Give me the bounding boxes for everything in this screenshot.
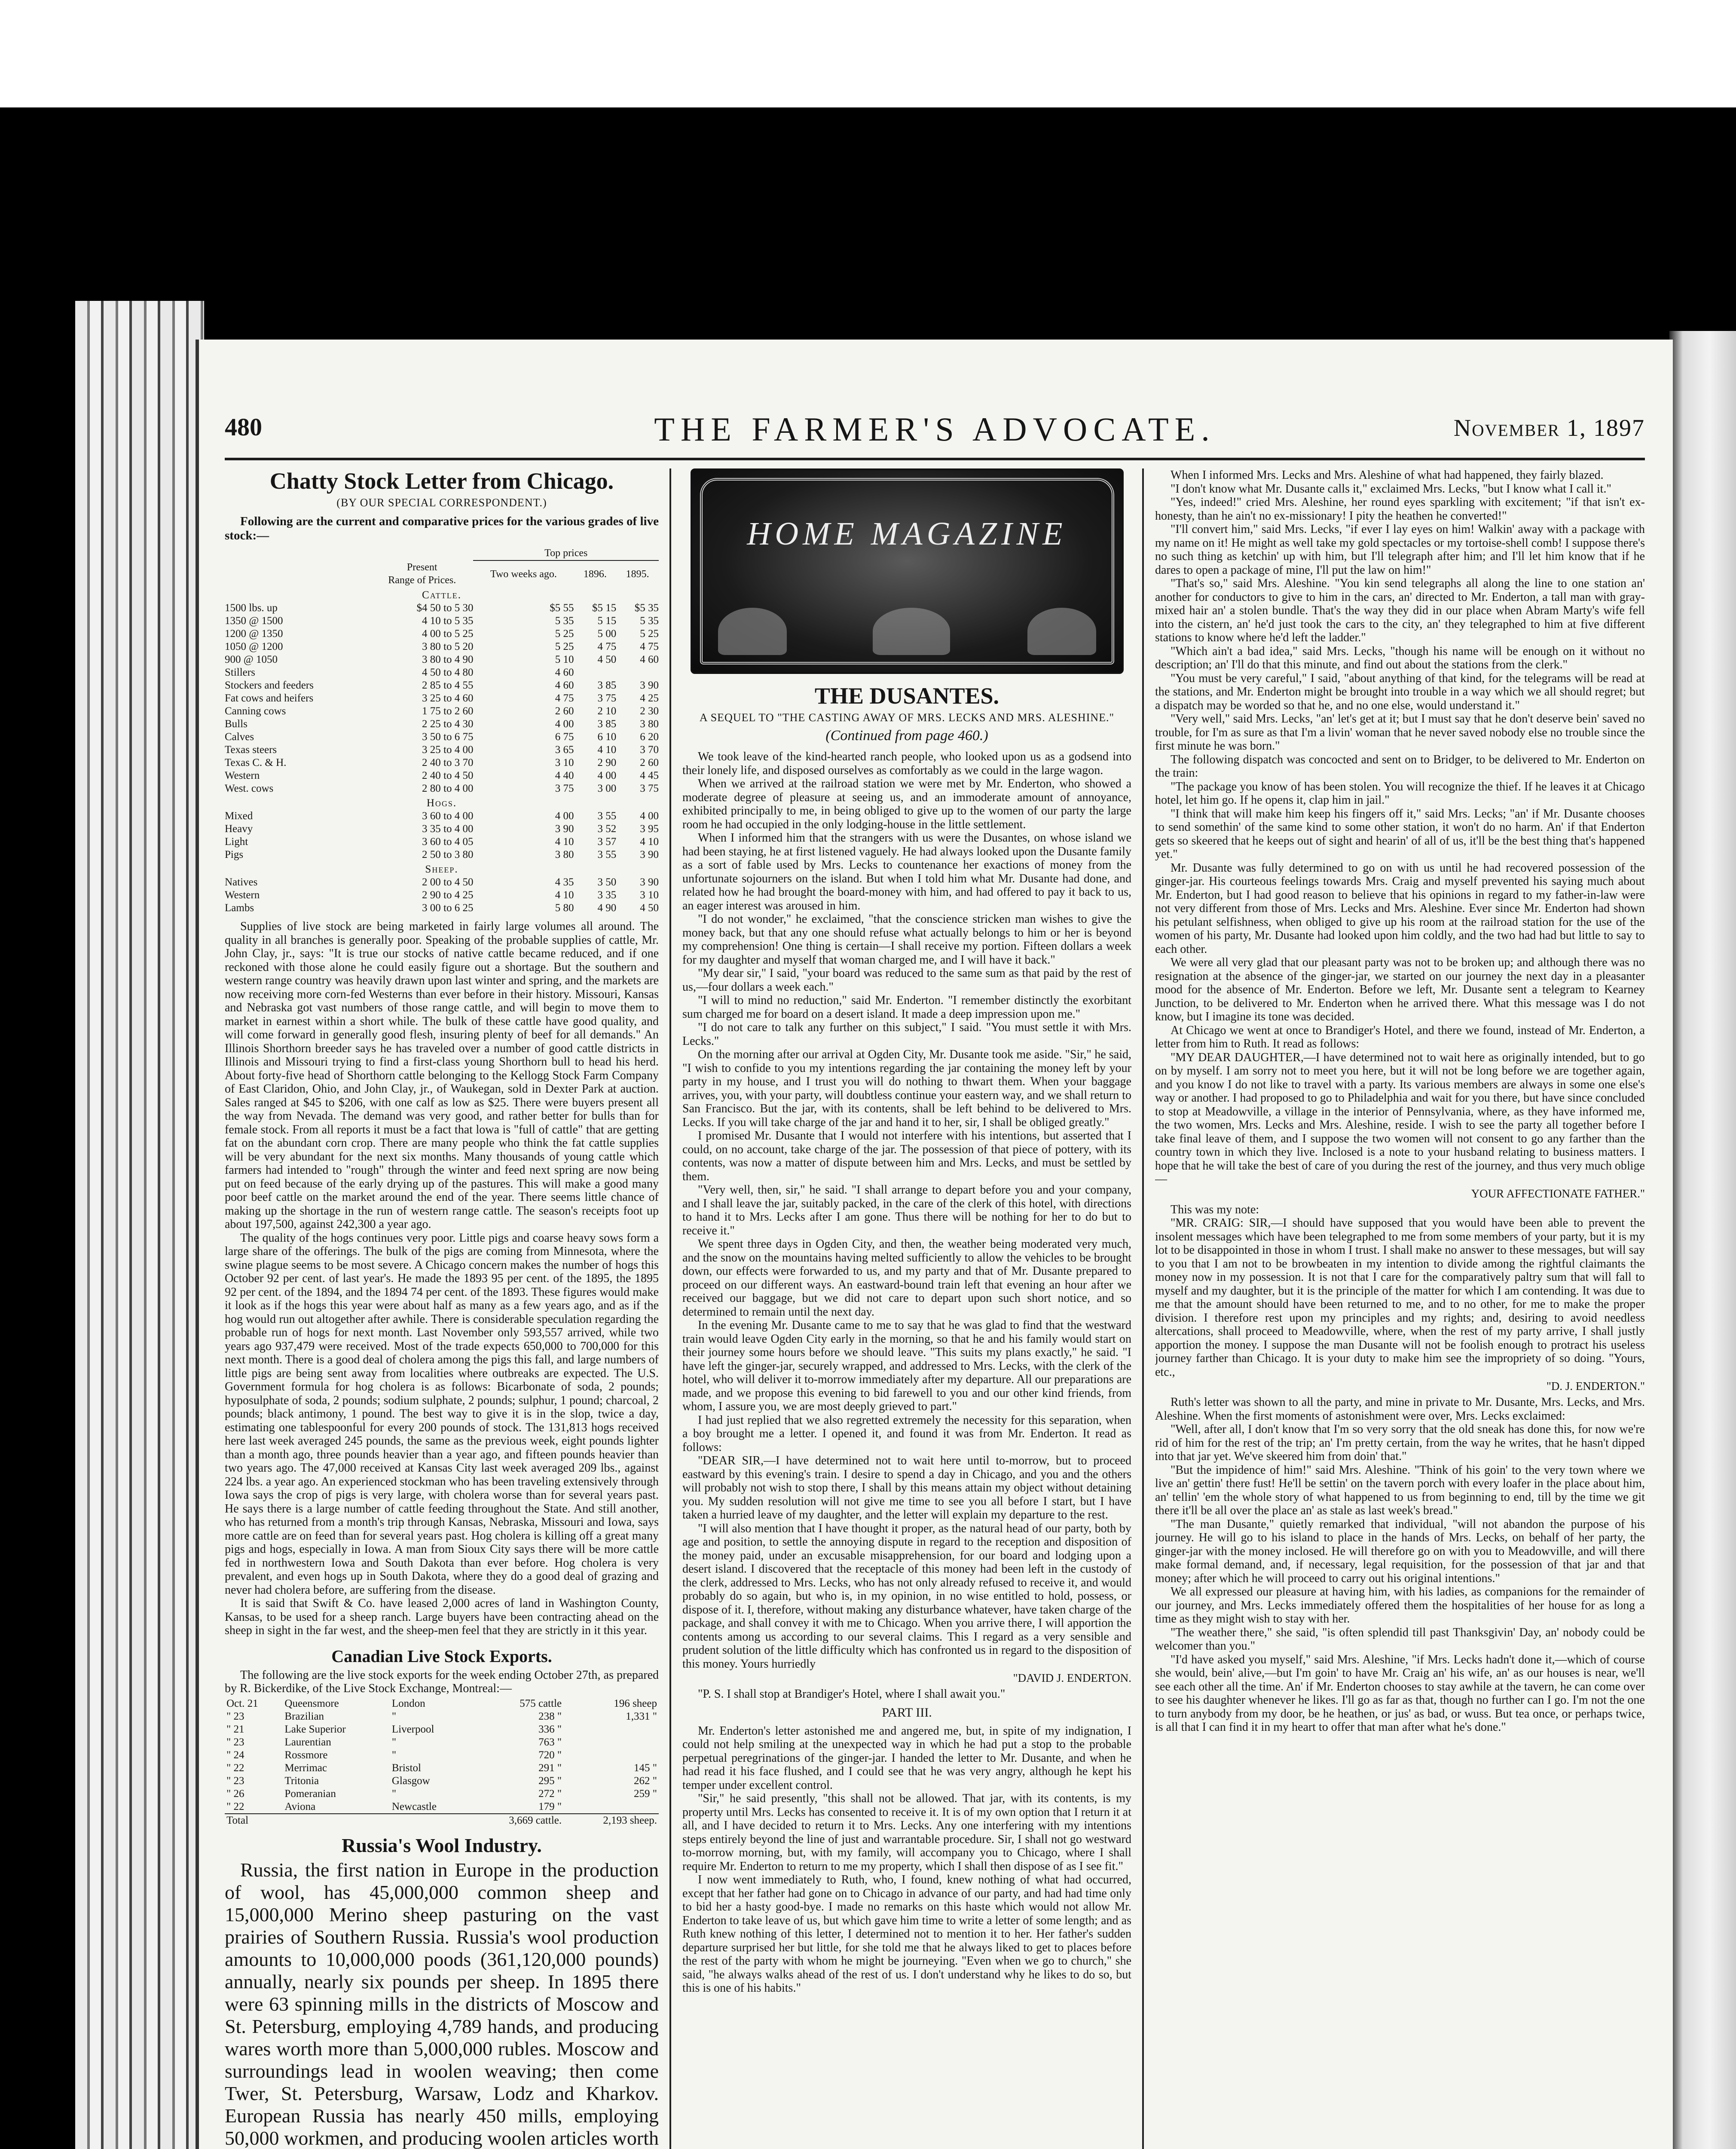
story-paragraph: I had just replied that we also regretted extremely the necessity for this separation, when a boy brought me a letter. I opened it, and found it was from Mr. Enderton. It read as follows: [682,1413,1131,1454]
table-row: 1200 @ 1350 4 00 to 5 25 5 25 5 00 5 25 [225,628,659,640]
story-paragraph: I now went immediately to Ruth, who, I found, knew nothing of what had occurred, except that her father had gone on to Chicago in advance of our party, and had had time only to bid her a hasty good-bye. I made no remarks on this haste which would not allow Mr. Enderton to take leave of us, but which gave him time to write a letter of some length; and as Ruth knew nothing of this letter, I determined not to mention it to her. Her father's sudden departure surprised her but little, for she told me that he always liked to get to places before the rest of the party with whom he might be journeying. "Even when we go to church," she said, "he always walks ahead of the rest of us. I don't understand why he likes to do so, but this is one of his habits." [682,1873,1131,1995]
column-rule [1142,468,1144,2149]
table-row: 1500 lbs. up $4 50 to 5 30 $5 55 $5 15 $5 35 [225,602,659,614]
column-right [1155,468,1645,2149]
table-row: Texas C. & H. 2 40 to 3 70 3 10 2 90 2 60 [225,757,659,769]
table-row: Canning cows 1 75 to 2 60 2 60 2 10 2 30 [225,705,659,717]
story-paragraph: At Chicago we went at once to Brandiger's Hotel, and there we found, instead of Mr. Enderton, a letter from him to Ruth. It read as follows: [1155,1023,1645,1050]
story-paragraph: "Very well," said Mrs. Lecks, "an' let's get at it; but I must say that he don't deserve bein' saved no trouble, for I'm as sure as that I'm a livin' woman that he never saved nobody else no trouble since the first minute he was born." [1155,712,1645,753]
table-row: Oct. 21 Queensmore London 575 cattle 196 sheep [226,1697,657,1709]
story-paragraph: When I informed Mrs. Lecks and Mrs. Aleshine of what had happened, they fairly blazed. [1171,468,1604,482]
exports-intro: The following are the live stock exports for the week ending October 27th, as prepared by R. Bickerdike, of the Live Stock Exchange, Montreal:— [225,1668,659,1696]
dusantes-title: THE DUSANTES. [814,683,999,709]
story-paragraph: In the evening Mr. Dusante came to me to say that he was glad to find that the westward train would leave Ogden City early in the morning, so that he and his family would start on their journey some hours before we should leave. "This suits my plans exactly," he said. "I have left the ginger-jar, securely wrapped, and addressed to Mrs. Lecks, with the clerk of the hotel, who will deliver it to-morrow immediately after my departure. All our preparations are made, and we propose this evening to bid farewell to you and our other kind friends, from whom, I assure you, we are most deeply grieved to part." [682,1319,1131,1414]
story-paragraph: Mr. Enderton's letter astonished me and angered me, but, in spite of my indignation, I could not help smiling at the unexpected way in which he had put a stop to the probable perpetual peregrinations of the ginger-jar. I handed the letter to Mr. Dusante, and when he had read it his face flushed, and I could see that he was very angry, although he kept his temper under excellent control. [682,1724,1131,1792]
issue-date: November 1, 1897 [1453,415,1645,441]
wool-body: Russia, the first nation in Europe in the production of wool, has 45,000,000 common sheep and 15,000,000 Merino sheep pasturing on the vast prairies of Southern Russia. Russia's wool production amounts to 10,000,000 poods (361,120,000 pounds) annually, nearly six pounds per sheep. In 1895 there were 63 spinning mills in the districts of Moscow and St. Petersburg, employing 4,789 hands, and producing wares worth more than 5,000,000 rubles. Moscow and surroundings lead in woolen weaving; then come Twer, St. Petersburg, Warsaw, Lodz and Kharkov. European Russia has nearly 450 mills, employing 50,000 workmen, and producing woolen articles worth [225,1859,659,2149]
table-row: Natives 2 00 to 4 50 4 35 3 50 3 90 [225,876,659,888]
story-paragraph: "Sir," he said presently, "this shall not be allowed. That jar, with its contents, is my property until Mrs. Lecks has consented to receive it. It is of my own option that I return it at all, and I have decided to return it to Mrs. Lecks. Any one interfering with my intentions steps entirely beyond the line of just and warrantable procedure. Sir, I shall not go westward to-morrow morning, but, with my family, will accompany you to Chicago, where I shall require Mr. Enderton to return to me my property, which I shall then dispose of as I see fit." [682,1792,1131,1873]
story-paragraph: On the morning after our arrival at Ogden City, Mr. Dusante took me aside. "Sir," he said, "I wish to confide to you my intentions regarding the jar containing the money left by your party in my house, and I trust you will do nothing to thwart them. When your baggage arrives, you, with your party, will doubtless continue your eastern way, and we shall return to San Francisco. But the jar, with its contents, shall be left behind to be delivered to Mrs. Lecks. If you will take charge of the jar and hand it to her, sir, I shall be obliged greatly." [682,1048,1131,1129]
column-rule [669,468,671,2149]
story-paragraph: Mr. Dusante was fully determined to go on with us until he had recovered possession of the ginger-jar. His courteous feelings towards Mrs. Craig and myself prevented his saying much about Mr. Enderton, but I had good reason to believe that his opinions in regard to my father-in-law were not very different from those of Mrs. Lecks and Mrs. Aleshine. Ever since Mr. Enderton had shown his petulant selfishness, when obliged to give up his room at the railroad station for the use of the women of his party, Mr. Dusante had looked upon him coldly, and the two had had but little to say to each other. [1155,861,1645,956]
story-paragraph: "I'll convert him," said Mrs. Lecks, "if ever I lay eyes on him! Walkin' away with a package with my name on it! He might as well take my gold spectacles or my tortoise-shell comb! I suppose there's no such thing as ketchin' up with him, but I'll telegraph after him; and I'll let him know that if he dares to open a package of mine, I'll put the law on him!" [1155,523,1645,577]
foliage-ornament-icon [718,608,787,655]
year-1895-header: 1895. [626,568,649,580]
table-row: Texas steers 3 25 to 4 00 3 65 4 10 3 70 [225,744,659,756]
table-section-heading: Sheep. [425,863,458,876]
table-row: Western 2 40 to 4 50 4 40 4 00 4 45 [225,770,659,782]
table-row: " 22 Merrimac Bristol 291 " 145 " [226,1762,657,1774]
story-paragraph: "Well, after all, I don't know that I'm so very sorry that the old sneak has done this, for now we're rid of him for the rest of the trip; an' I'm pretty certain, from the way he writes, that he hasn't dipped into that jar yet. We've skeered him from doin' that." [1155,1423,1645,1463]
story-paragraph: I promised Mr. Dusante that I would not interfere with his intentions, but asserted that I could, on no account, take charge of the jar. The possession of that piece of pottery, with its contents, was now a matter of dispute between him and Mrs. Lecks, and must be settled by them. [682,1129,1131,1183]
continued-note: (Continued from page 460.) [825,728,988,744]
article-paragraph: It is said that Swift & Co. have leased 2,000 acres of land in Washington County, Kansas, to be used for a sheep ranch. Large buyers have been contracting ahead on the sheep in sight in the far west, and the sheep-men feel that they are strictly in it this year. [225,1597,659,1638]
story-paragraph: We were all very glad that our pleasant party was not to be broken up; and although there was no resignation at the absence of the ginger-jar, we started on our journey the next day in a pleasanter mood for the absence of Mr. Enderton. Before we left, Mr. Dusante sent a telegram to Kearney Junction, to be delivered to Mr. Enderton when he arrived there. What this message was I do not know, but I imagine its tone was decided. [1155,956,1645,1023]
story-paragraph: "I do not care to talk any further on this subject," I said. "You must settle it with Mrs. Lecks." [682,1021,1131,1048]
story-paragraph: "MY DEAR DAUGHTER,—I have determined not to wait here as originally intended, but to go on by myself. I am sorry not to meet you here, but it will not be long before we are together again, and you know I do not like to travel with a party. Its various members are always in some one else's way or another. I had proposed to go to Philadelphia and wait for you there, but have since concluded to stop at Meadowville, a village in the interior of Pennsylvania, where, as they have informed me, the two women, Mrs. Lecks and Mrs. Aleshine, reside. I wish to see the party all together before I take final leave of them, and I suppose the two women will not consent to go any farther than the country town in which they live. Inclosed is a note to your husband relating to business matters. I hope that he will take the best of care of you during the rest of the journey, and thus very much oblige— [1155,1050,1645,1186]
story-paragraph: "That's so," said Mrs. Aleshine. "You kin send telegraphs all along the line to one station an' another for conductors to give to him in the cars, an' directed to Mr. Enderton, a tall man with gray-mixed hair an' a stolen bundle. That's the way they did in our place when Abram Marty's wife fell into the cistern, an' he'd just took the cars to the city, an' they telegraphed to him at five different stations to know where he'd left the ladder." [1155,577,1645,644]
column-middle [682,468,1131,2149]
exports-title: Canadian Live Stock Exports. [331,1646,552,1666]
story-paragraph: "My dear sir," I said, "your board was reduced to the same sum as that paid by the rest of us,—four dollars a week each." [682,967,1131,994]
story-paragraph: When we arrived at the railroad station we were met by Mr. Enderton, who showed a moderate degree of pleasure at seeing us, and an immoderate amount of annoyance, exhibited principally to me, in being obliged to give up to the women of our party the large room he had occupied in the only lodging-house in the little settlement. [682,777,1131,831]
story-paragraph: We all expressed our pleasure at having him, with his ladies, as companions for the remainder of our journey, and Mrs. Lecks immediately offered them the hospitalities of her house for as long a time as they might wish to stay with her. [1155,1585,1645,1626]
story-paragraph: "The package you know of has been stolen. You will recognize the thief. If he leaves it at Chicago hotel, let him go. If he opens it, clap him in jail." [1155,780,1645,807]
wool-title: Russia's Wool Industry. [342,1834,542,1856]
table-row: Calves 3 50 to 6 75 6 75 6 10 6 20 [225,731,659,743]
table-row: " 23 Tritonia Glasgow 295 " 262 " [226,1775,657,1787]
two-weeks-header: Two weeks ago. [490,568,557,580]
article-paragraph: The quality of the hogs continues very poor. Little pigs and coarse heavy sows form a large share of the offerings. The bulk of the pigs are coming from Minnesota, where the swine plague seems to be most severe. A Chicago concern makes the number of hogs this October 92 per cent. of last year's. He made the 1893 95 per cent. of the 1895, the 1895 92 per cent. of the 1894, and the 1894 74 per cent. of the 1893. These figures would make it look as if the hogs this year were about half as many as a few years ago, and as if the hog would run out altogether after awhile. There is considerable speculation regarding the probable run of hogs for next month. Last November only 593,557 arrived, while two years ago 937,479 were received. Most of the trade expects 650,000 to 700,000 for this next month. There is a good deal of cholera among the pigs this fall, and large numbers of little pigs are being sent away from localities where outbreaks are expected. The U.S. Government formula for hog cholera is as follows: Bicarbonate of soda, 2 pounds; hyposulphate of soda, 2 pounds; sodium sulphate, 2 pounds; sulphur, 1 pound; charcoal, 2 pounds; black antimony, 1 pound. The best way to give it is in the slop, twice a day, estimating one tablespoonful for every 200 pounds of stock. The 131,813 hogs received here last week averaged 245 pounds, the same as the previous week, eight pounds lighter than a month ago, three pounds heavier than a year ago, and fifteen pounds heavier than two years ago. The 47,000 received at Kansas City last week averaged 209 lbs., against 224 lbs. a year ago. An experienced stockman who has been traveling extensively through Iowa says the crop of pigs is very large, with cholera worse than for several years past. He says there is a large number of cattle feeding throughout the State. And still another, who has returned from a month's trip through Kansas, Nebraska, Missouri and Iowa, says more cattle are on feed than for several years past. Hog cholera is killing off a great many pigs and hogs, especially in Iowa. A man from Sioux City says there will be more cattle fed in northwestern Iowa and South Dakota than ever before. Hog cholera is very prevalent, and even hogs up in South Dakota, where they do a good deal of grazing and never had cholera before, are suffering from the disease. [225,1231,659,1597]
story-paragraph: "DEAR SIR,—I have determined not to wait here until to-morrow, but to proceed eastward by this evening's train. I desire to spend a day in Chicago, and you and the others will probably not wish to stop there, I shall by this means attain my object without detaining you. My sudden resolution will not give me time to see you all before I start, but I have taken a hurried leave of my daughter, and the letter will explain my departure to the rest. [682,1454,1131,1522]
chicago-byline: (BY OUR SPECIAL CORRESPONDENT.) [336,496,547,509]
page-stack-edges [75,301,204,2149]
table-row: Stockers and feeders 2 85 to 4 55 4 60 3 85 3 90 [225,680,659,692]
story-paragraph: "I will to mind no reduction," said Mr. Enderton. "I remember distinctly the exorbitant sum charged me for board on a desert island. It made a deep impression upon me." [682,994,1131,1021]
table-row: 900 @ 1050 3 80 to 4 90 5 10 4 50 4 60 [225,654,659,666]
story-paragraph: "The man Dusante," quietly remarked that individual, "will not abandon the purpose of his journey. He will go to his island to place in the hands of Mrs. Lecks, on behalf of her party, the ginger-jar with the money inclosed. He will therefore go on with you to Meadowville, and will there make formal demand, and, if necessary, legal requisition, for the possession of that jar and that money; after which he will proceed to carry out his original intentions." [1155,1517,1645,1585]
chicago-title: Chatty Stock Letter from Chicago. [269,468,614,494]
signature-enderton-2: "D. J. ENDERTON." [1546,1380,1645,1393]
table-row: " 23 Brazilian " 238 " 1,331 " [226,1710,657,1722]
year-1896-header: 1896. [583,568,607,580]
story-paragraph: "You must be very careful," I said, "about anything of that kind, for the telegrams will be read at the stations, and Mr. Enderton might be brought into trouble in a way which we all should regret; but a dispatch may be worded so that he, and no one else, would understand it." [1155,671,1645,712]
table-row: Western 2 90 to 4 25 4 10 3 35 3 10 [225,889,659,901]
exports-table [225,1697,659,1827]
table-row: Lambs 3 00 to 6 25 5 80 4 90 4 50 [225,902,659,914]
masthead-rule [225,458,1645,460]
signature-father: YOUR AFFECTIONATE FATHER." [1471,1187,1645,1200]
table-section-heading: Hogs. [426,797,457,809]
table-row: Stillers 4 50 to 4 80 4 60 [225,667,574,679]
part-heading: PART III. [882,1705,932,1720]
top-prices-header: Top prices [473,546,659,560]
table-row: Bulls 2 25 to 4 30 4 00 3 85 3 80 [225,718,659,730]
column-left [225,468,659,2149]
table-row: " 23 Laurentian " 763 " [226,1736,562,1748]
story-paragraph: When I informed him that the strangers with us were the Dusantes, on whose island we had been staying, he at first listened vaguely. He had always looked upon the Dusante family as a sort of fable used by Mrs. Lecks to countenance her exactions of money from the unfortunate sojourners on the island. But when I told him what Mr. Dusante had done, and related how he had brought the board-money with him, and had offered to pay it back to us, an eager interest was aroused in him. [682,831,1131,912]
table-row: " 21 Lake Superior Liverpool 336 " [226,1723,562,1735]
story-paragraph: "The weather there," she said, "is often splendid till past Thanksgivin' Day, an' nobody could be welcomer than you." [1155,1626,1645,1653]
price-table [225,546,659,915]
story-paragraph: We spent three days in Ogden City, and then, the weather being moderated very much, and the snow on the mountains having melted sufficiently to allow the vehicles to be brought down, our effects were forwarded to us, and my party and that of Mr. Dusante prepared to proceed on our different ways. An eastward-bound train left that evening an hour after we received our baggage, but we did not care to depart upon such short notice, and so determined to remain until the next day. [682,1237,1131,1319]
signature-enderton: "DAVID J. ENDERTON. [1013,1671,1131,1685]
table-total-row: Total 3,669 cattle. 2,193 sheep. [225,1814,659,1827]
table-row: " 24 Rossmore " 720 " [226,1749,562,1761]
story-paragraph: "I will also mention that I have thought it proper, as the natural head of our party, both by age and position, to settle the annoying dispute in regard to the reception and disposition of the money paid, under an excusable misapprehension, for our board and lodging upon a desert island. I discovered that the receptacle of this money had been left in the custody of the clerk, addressed to Mrs. Lecks, who has not only already refused to receive it, and would probably do so again, but who is, in my opinion, in no wise entitled to hold, possess, or dispose of it. I, therefore, without making any disturbance whatever, have taken charge of the package, and shall convey it with me to Chicago. When you arrive there, I will apportion the contents among us according to our several claims. This I regard as a very sensible and prudent solution of the little difficulty which has confronted us in regard to the disposition of this money. Yours hurriedly [682,1521,1131,1671]
story-paragraph: "Which ain't a bad idea," said Mrs. Lecks, "though his name will be enough on it without no description; an' I'll do that this minute, and find out about the stations from the clerk." [1155,644,1645,671]
present-header: Present Range of Prices. [388,562,456,586]
story-paragraph: "But the impidence of him!" said Mrs. Aleshine. "Think of his goin' to the very town where we live an' gettin' there fust! He'll be settin' on the tavern porch with every loafer in the place about him, an' tellin' 'em the whole story of what happened to us from beginning to end, till by the time we git there it'll be all over the place an' as stale as last week's bread." [1155,1463,1645,1517]
story-paragraph: The following dispatch was concocted and sent on to Bridger, to be delivered to Mr. Enderton on the train: [1155,753,1645,780]
table-section-heading: Cattle. [422,589,462,601]
story-paragraph: Ruth's letter was shown to all the party, and mine in private to Mr. Dusante, Mrs. Lecks, and Mrs. Aleshine. When the first moments of astonishment were over, Mrs. Lecks exclaimed: [1155,1396,1645,1423]
foliage-ornament-icon [1027,608,1096,655]
table-row: Heavy 3 35 to 4 00 3 90 3 52 3 95 [225,823,659,835]
masthead [225,410,1645,451]
page-number: 480 [225,413,262,441]
foliage-ornament-icon [873,608,950,655]
table-row: Pigs 2 50 to 3 80 3 80 3 55 3 90 [225,849,659,861]
chicago-intro: Following are the current and comparative prices for the various grades of live stock:— [225,514,659,543]
scan-border-top [0,0,1736,107]
table-row: Fat cows and heifers 3 25 to 4 60 4 75 3 75 4 25 [225,692,659,704]
story-paragraph: We took leave of the kind-hearted ranch people, who looked upon us as a godsend into their lonely life, and disposed ourselves as comfortably as we could in the large wagon. [682,750,1131,777]
story-paragraph: "Very well, then, sir," he said. "I shall arrange to depart before you and your company, and I shall leave the jar, suitably packed, in the care of the clerk of this hotel, with directions to hand it to Mrs. Lecks after I am gone. Thus there will be nothing for her to do but to receive it." [682,1183,1131,1237]
note-intro: This was my note: [1171,1203,1259,1216]
table-row: West. cows 2 80 to 4 00 3 75 3 00 3 75 [225,783,659,795]
note-to-craig: "MR. CRAIG: SIR,—I should have supposed that you would have been able to prevent the insolent messages which have been telegraphed to me from some members of your party, but it is my lot to be disappointed in those in whom I trust. I shall make no answer to these messages, but will say to you that I am not to be browbeaten in my intention to divide among the rightful claimants the money now in my possession. It is not that I care for the comparatively paltry sum that will fall to myself and my daughter, but it is the principle of the matter for which I am contending. It was due to me that the amount should have been returned to me, and to no other, for me to make the proper division. I therefore rest upon my principles and my rights; and, desiring to avoid needless altercations, shall proceed to Meadowville, where, when the rest of my party arrive, I shall justly apportion the money. I suppose the man Dusante will not be foolish enough to protract his useless journey farther than Chicago. It is your duty to make him see the impropriety of so doing. "Yours, etc., [1155,1216,1645,1379]
story-paragraph: "I'd have asked you myself," said Mrs. Aleshine, "if Mrs. Lecks hadn't done it,—which of course she would, bein' alive,—but I'm goin' to have Mr. Craig an' his wife, an' as our houses is near, we'll see each other all the time. An' if Mr. Enderton chooses to stay awhile at the tavern, he can come over to see his daughter whenever he likes. I'll go as far as that, though no further can I go. I'm not the one to turn anybody from my door, be he heathen, or jus' as bad, or wuss. But tea once, or perhaps twice, is all that I can find it in my heart to offer that man after what he's done." [1155,1653,1645,1734]
table-row: 1050 @ 1200 3 80 to 5 20 5 25 4 75 4 75 [225,641,659,653]
table-row: Light 3 60 to 4 05 4 10 3 57 4 10 [225,836,659,848]
article-paragraph: Supplies of live stock are being marketed in fairly large volumes all around. The quality in all branches is generally poor. Speaking of the probable supplies of cattle, Mr. John Clay, jr., says: "It is true our stocks of native cattle became reduced, and if one reckoned with those alone he could easily figure out a shortage. But the southern and western range country was heavily drawn upon last winter and spring, and the markets are now receiving more corn-fed Westerns than ever before in their history. Missouri, Kansas and Nebraska got vast numbers of those range cattle, and will begin to move them to market in earnest within a short while. The bulk of these cattle have good quality, and will come forward in generally good flesh, insuring plenty of beef for all demands." An Illinois Shorthorn breeder says he has traveled over a number of good cattle districts in Illinois and Missouri trying to find a first-class young Shorthorn bull to head his herd. About forty-five head of Shorthorn cattle belonging to the Kellogg Stock Farm Company of East Claridon, Ohio, and John Clay, jr., of Waukegan, sold in Dexter Park at auction. Sales ranged at $45 to $206, with one calf as low as $25. There were buyers present all the way from Nevada. The demand was very good, and rather better for bulls than for female stock. From all reports it must be a fact that lowa is "full of cattle" that are getting fat on the abundant corn crop. There are many people who think the fat cattle supplies will be very abundant for the next six months. Many thousands of young cattle which farmers had intended to "rough" through the winter and feed next spring are now being put on feed because of the early drying up of the pastures. This will make a good many poor beef cattle on the market around the end of the year. There seems little chance of making up the shortage in the run of western range cattle. The season's receipts foot up about 197,500, against 242,300 a year ago. [225,920,659,1231]
table-row: Mixed 3 60 to 4 00 4 00 3 55 4 00 [225,810,659,822]
page-edge-right [1669,331,1736,2149]
home-magazine-vignette [691,468,1124,674]
table-row: " 26 Pomeranian " 272 " 259 " [226,1788,657,1800]
newspaper-title: THE FARMER'S ADVOCATE. [654,410,1216,448]
newspaper-page [196,340,1673,2149]
story-paragraph: "Yes, indeed!" cried Mrs. Aleshine, her round eyes sparkling with excitement; "if that isn't ex-honesty, than he ain't no ex-missionary! I pity the heathen he converted!" [1155,496,1645,523]
story-paragraph: "I do not wonder," he exclaimed, "that the conscience stricken man wishes to give the money back, but that any one should refuse what actually belongs to him or her is beyond my comprehension! One thing is certain—I shall receive my portion. Fifteen dollars a week for my daughter and myself that woman charged me, and I will have it back." [682,912,1131,967]
story-paragraph: "I don't know what Mr. Dusante calls it," exclaimed Mrs. Lecks, "but I know what I call it." [1171,482,1611,496]
dusantes-subtitle: A SEQUEL TO "THE CASTING AWAY OF MRS. LECKS AND MRS. ALESHINE." [699,711,1115,724]
table-row: 1350 @ 1500 4 10 to 5 35 5 35 5 15 5 35 [225,615,659,627]
story-paragraph: "I think that will make him keep his fingers off it," said Mrs. Lecks; "an' if Mr. Dusante chooses to send somethin' of the same kind to some other station, it won't do no harm. An' if that Enderton gets so skeered that he keeps out of sight and hearin' of all of us, it'll be the best thing that's happened yet." [1155,807,1645,861]
postscript: "P. S. I shall stop at Brandiger's Hotel, where I shall await you." [698,1687,1006,1701]
table-row: " 22 Aviona Newcastle 179 " [226,1800,562,1812]
vignette-lettering: HOME MAGAZINE [747,516,1067,552]
